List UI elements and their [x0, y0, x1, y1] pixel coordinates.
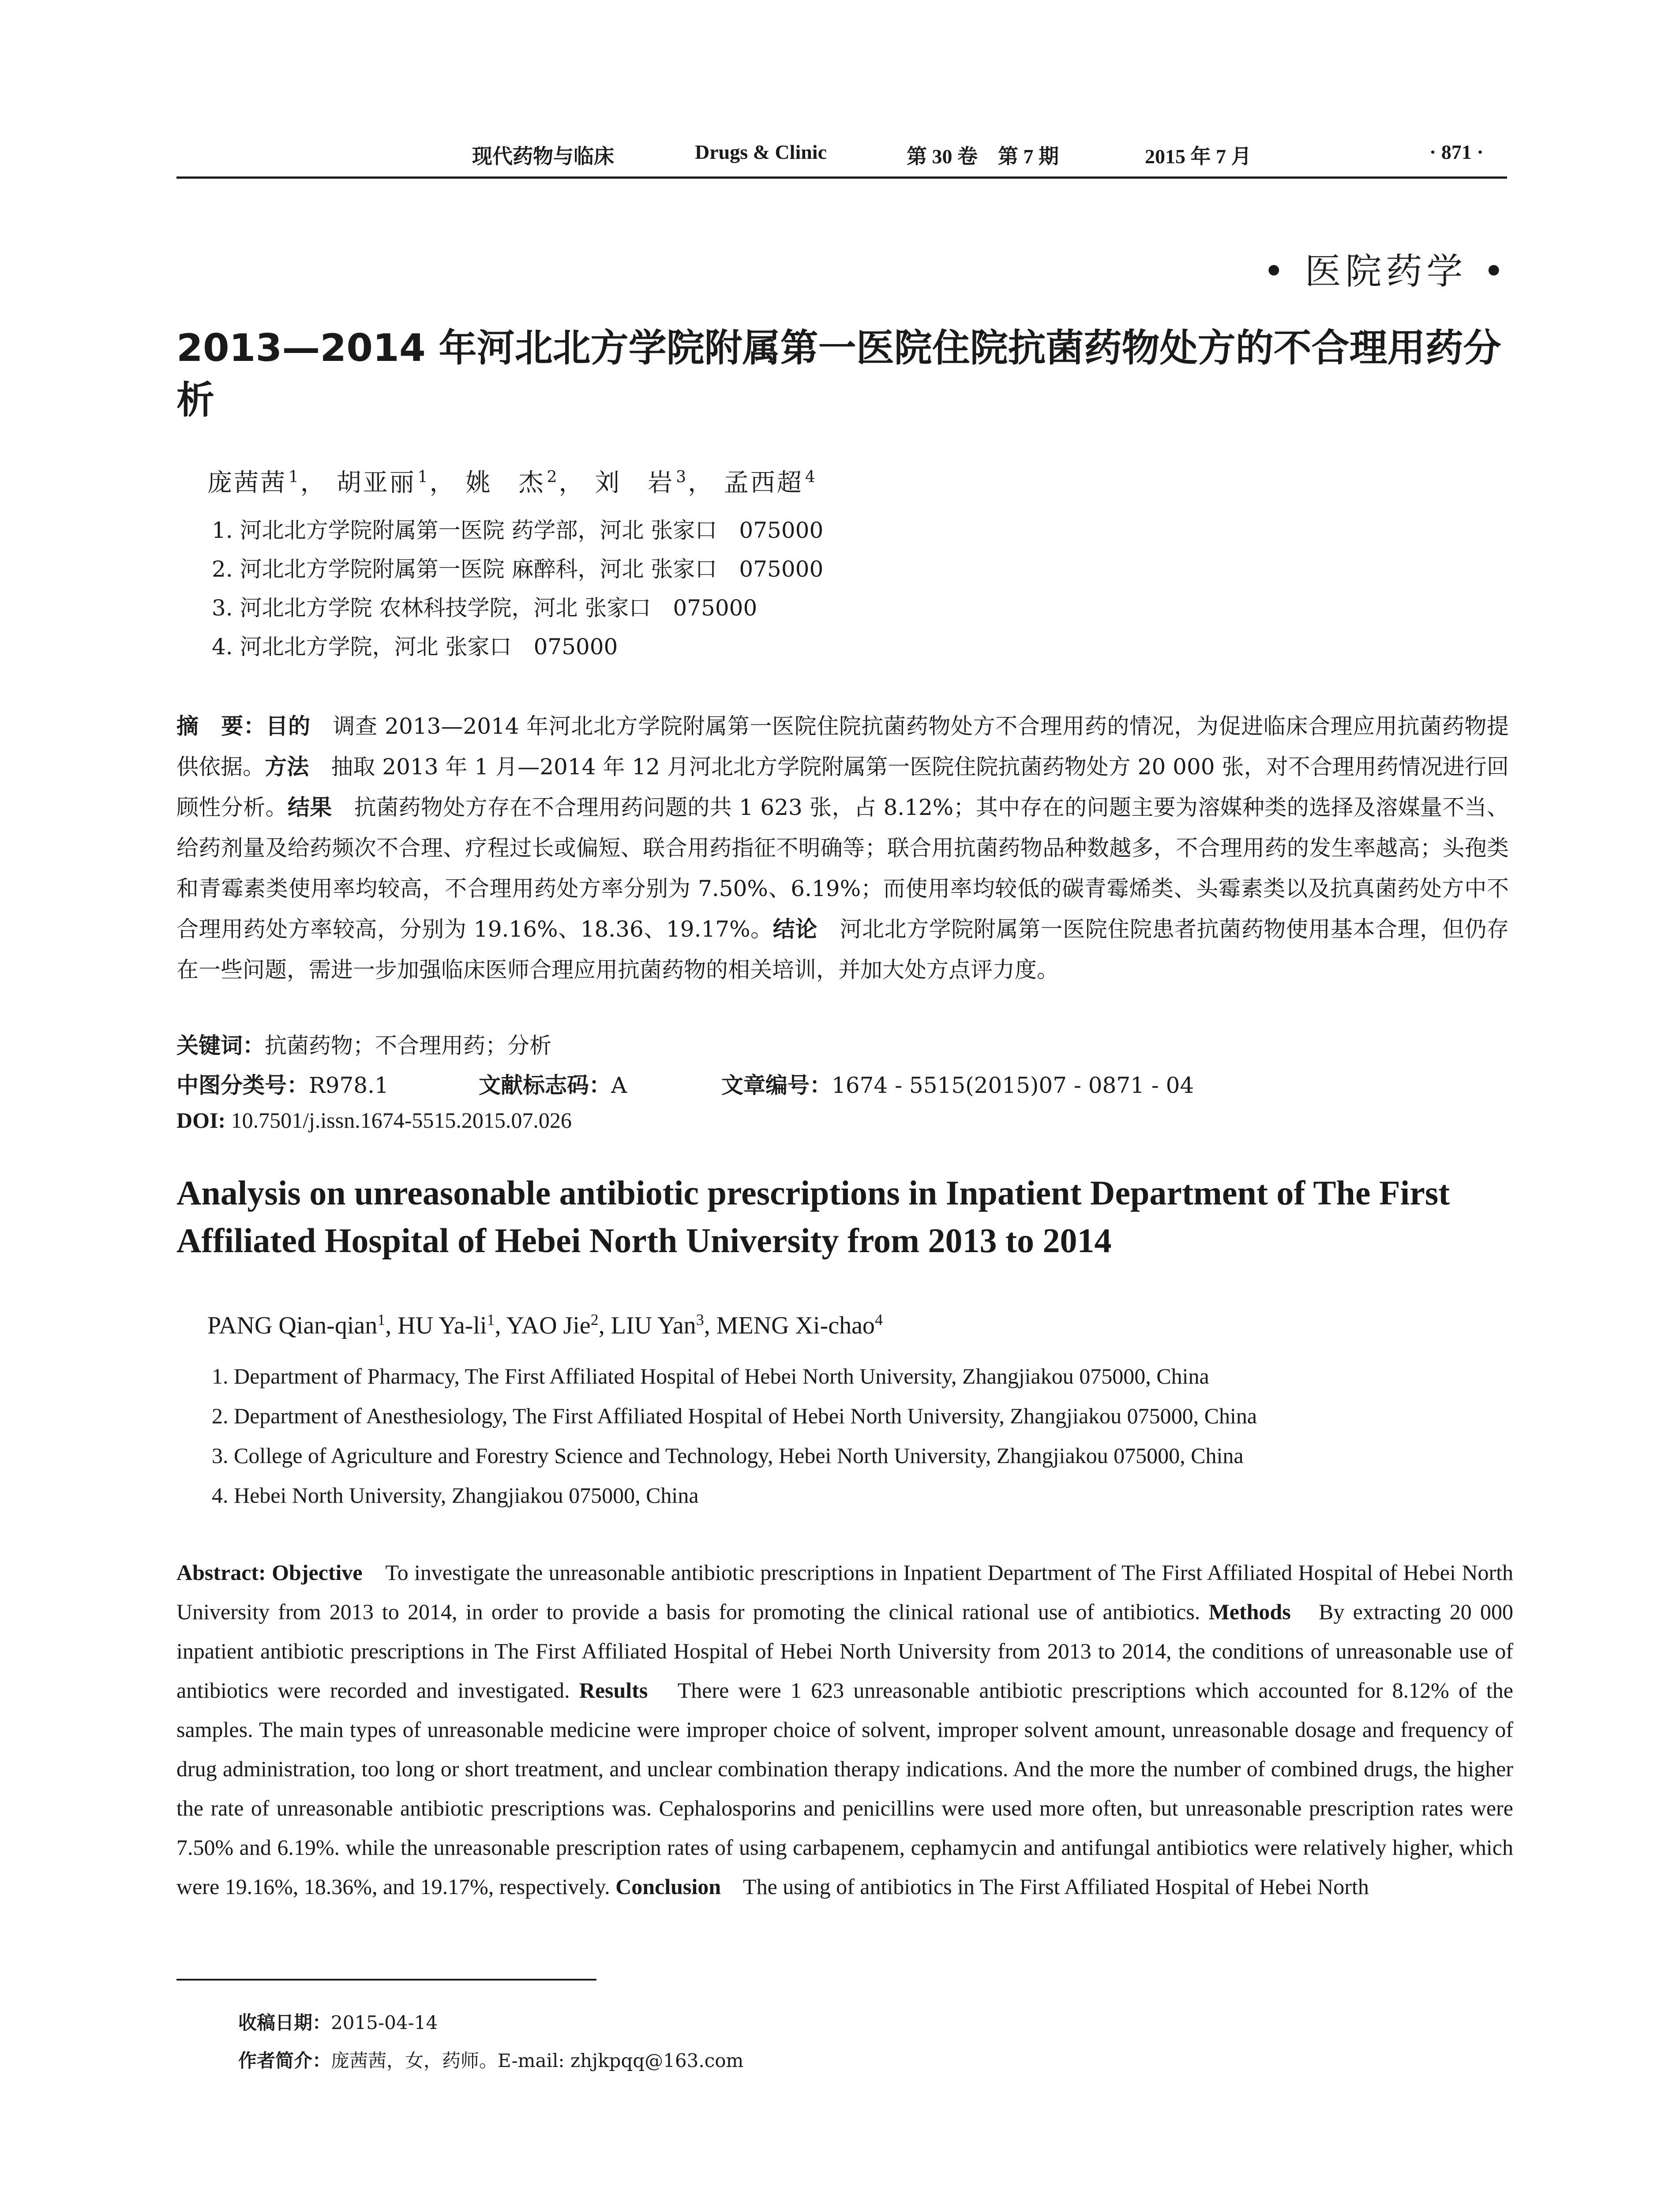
author-sup: 4 — [805, 468, 817, 487]
keywords-value: 抗菌药物；不合理用药；分析 — [265, 1033, 551, 1058]
author-en: LIU Yan — [611, 1312, 696, 1339]
methods-label: Methods — [1208, 1599, 1291, 1624]
footnote-rule — [176, 1979, 596, 1981]
author-sup: 4 — [874, 1311, 883, 1328]
issue-date: 2015 年 7 月 — [1145, 145, 1252, 168]
affiliation-en: 1. Department of Pharmacy, The First Affiliated Hospital of Hebei North University, Zhangjiakou 075000, China — [212, 1364, 1209, 1388]
author-en: YAO Jie — [506, 1312, 591, 1339]
page-number: · 871 · — [1429, 141, 1484, 163]
author-sup: 3 — [676, 468, 688, 487]
affiliation-cn: 2. 河北北方学院附属第一医院 麻醉科，河北 张家口 075000 — [212, 556, 824, 582]
abstract-label: 摘 要： — [176, 713, 266, 739]
volume-issue: 第 30 卷 第 7 期 — [907, 145, 1059, 168]
objective-label: 目的 — [266, 713, 311, 739]
classification-line — [176, 1068, 389, 1099]
methods-text: 抽取 2013 年 1 月—2014 年 12 月河北北方学院附属第一医院住院抗菌药物处方 20 000 张，对不合理用药情况进行回顾性分析。 — [176, 754, 1509, 820]
author-bio-value: 庞茜茜，女，药师。E-mail: zhjkpqq@163.com — [331, 2050, 744, 2071]
title-cn: 2013—2014 年河北北方学院附属第一医院住院抗菌药物处方的不合理用药分析 — [176, 326, 1501, 422]
affiliation-cn: 4. 河北北方学院，河北 张家口 075000 — [212, 634, 618, 660]
conclusion-text: 河北北方学院附属第一医院住院患者抗菌药物使用基本合理，但仍存在一些问题，需进一步加强临床医师合理应用抗菌药物的相关培训，并加大处方点评力度。 — [176, 916, 1509, 983]
results-text: 抗菌药物处方存在不合理用药问题的共 1 623 张，占 8.12%；其中存在的问题主要为溶媒种类的选择及溶媒量不当、给药剂量及给药频次不合理、疗程过长或偏短、联合用药指征不明确等；联合用抗菌药物品种数越多，不合理用药的发生率越高；头孢类和青霉素类使用率均较高，不合理用药处方率分别为 7.50%、6.19%；而使用率均较低的碳青霉烯类、头霉素类以及抗真菌药处方中不合理用药处方率较高，分别为 19.16%、18.36、19.17%。 — [176, 795, 1509, 942]
results-text: There were 1 623 unreasonable antibiotic prescriptions which accounted for 8.12% of the samples. The main types of unreasonable medicine were improper choice of solvent, improper solvent amount, unreasonable dosage and frequency of drug administration, too long or short treatment, and unclear combination therapy indications. And the more the number of combined drugs, the higher the rate of unreasonable antibiotic prescriptions was. Cephalosporins and penicillins were used more often, but unreasonable prescription rates were 7.50% and 6.19%. while the unreasonable prescription rates of using carbapenem, cephamycin and antifungal antibiotics were relatively higher, which were 19.16%, 18.36%, and 19.17%, respectively. — [176, 1678, 1513, 1899]
methods-label: 方法 — [265, 754, 309, 780]
author-sup: 1 — [417, 468, 430, 487]
author-en: HU Ya-li — [398, 1312, 487, 1339]
title-en: Analysis on unreasonable antibiotic prescriptions in Inpatient Department of The First Affiliated Hospital of Hebei North University from 2013 to 2014 — [176, 1174, 1450, 1260]
results-label: Results — [579, 1678, 648, 1703]
article-no-label: 文章编号： — [721, 1073, 832, 1098]
affiliation-en: 4. Hebei North University, Zhangjiakou 075000, China — [212, 1483, 699, 1508]
author-en: PANG Qian-qian — [207, 1312, 378, 1339]
doc-code-label: 文献标志码： — [479, 1073, 611, 1098]
journal-name-cn: 现代药物与临床 — [472, 145, 614, 168]
authors-en: PANG Qian-qian$^1$, HU $Ya-li^1$, YAO Jie$^2$, LIU Yan$^3$, MENG Xi-chao$^4$ — [207, 1311, 883, 1339]
author-sup: 1 — [487, 1311, 495, 1328]
clc-label: 中图分类号： — [176, 1073, 309, 1098]
doc-code-value: A — [611, 1073, 627, 1098]
article-number — [721, 1068, 1194, 1099]
affiliation-cn: 3. 河北北方学院 农林科技学院，河北 张家口 075000 — [212, 595, 758, 621]
conclusion-label: 结论 — [772, 916, 818, 942]
affiliation-cn: 1. 河北北方学院附属第一医院 药学部，河北 张家口 075000 — [212, 518, 824, 543]
received-value: 2015-04-14 — [331, 2012, 438, 2033]
doc-code — [479, 1068, 627, 1099]
doi-value: 10.7501/j.issn.1674-5515.2015.07.026 — [225, 1108, 572, 1133]
objective-text: 调查 2013—2014 年河北北方学院附属第一医院住院抗菌药物处方不合理用药的情况，为促进临床合理应用抗菌药物提供依据。 — [176, 713, 1509, 780]
abstract-en — [176, 1553, 1513, 1906]
journal-name-en: Drugs & Clinic — [695, 141, 827, 163]
author-sup: 2 — [590, 1311, 599, 1328]
results-label: 结果 — [287, 795, 332, 820]
article-no-value: 1674 - 5515(2015)07 - 0871 - 04 — [832, 1073, 1194, 1098]
header-rule — [176, 176, 1507, 179]
conclusion-label: Conclusion — [615, 1874, 721, 1899]
objective-label: Abstract: Objective — [176, 1560, 363, 1585]
doi-line — [176, 1107, 572, 1133]
author-cn: 孟西超 — [724, 469, 803, 497]
doi-label: DOI: — [176, 1108, 226, 1133]
author-sup: 1 — [377, 1311, 386, 1328]
clc-value: R978.1 — [309, 1073, 389, 1098]
affiliation-en: 2. Department of Anesthesiology, The First Affiliated Hospital of Hebei North University, Zhangjiakou 075000, China — [212, 1403, 1257, 1428]
conclusion-text: The using of antibiotics in The First Affiliated Hospital of Hebei North — [721, 1874, 1369, 1899]
section-label: • 医院药学 • — [1263, 251, 1509, 293]
author-cn: 庞茜茜 — [207, 469, 287, 497]
affiliation-en: 3. College of Agriculture and Forestry Science and Technology, Hebei North University, Zhangjiakou 075000, China — [212, 1443, 1244, 1468]
received-label: 收稿日期： — [238, 2012, 331, 2033]
author-sup: 2 — [547, 468, 559, 487]
author-cn: 胡亚丽 — [336, 469, 416, 497]
author-bio-label: 作者简介： — [238, 2050, 331, 2071]
authors-cn: 庞茜茜 $^1$， 胡亚丽 $^1$， 姚 杰 $^2$， 刘 岩 $^3$， 孟西超 $^4$ — [207, 468, 817, 497]
abstract-cn — [176, 706, 1509, 990]
methods-text: By extracting 20 000 inpatient antibiotic prescriptions in The First Affiliated Hospital of Hebei North University from 2013 to 2014, the conditions of unreasonable use of antibiotics were recorded and investigated. — [176, 1599, 1513, 1703]
author-cn: 姚 杰 — [465, 469, 545, 497]
author-en: MENG Xi-chao — [716, 1312, 875, 1339]
author-sup: 3 — [696, 1311, 704, 1328]
objective-text: To investigate the unreasonable antibiotic prescriptions in Inpatient Department of The First Affiliated Hospital of Hebei North University from 2013 to 2014, in order to provide a basis for promoting the clinical rational use of antibiotics. — [176, 1560, 1513, 1624]
author-cn: 刘 岩 — [595, 469, 675, 497]
keywords-label: 关键词： — [176, 1033, 265, 1058]
author-bio — [238, 2046, 743, 2073]
received-date — [238, 2008, 438, 2035]
author-sup: 1 — [289, 468, 300, 487]
keywords-cn — [176, 1028, 551, 1060]
